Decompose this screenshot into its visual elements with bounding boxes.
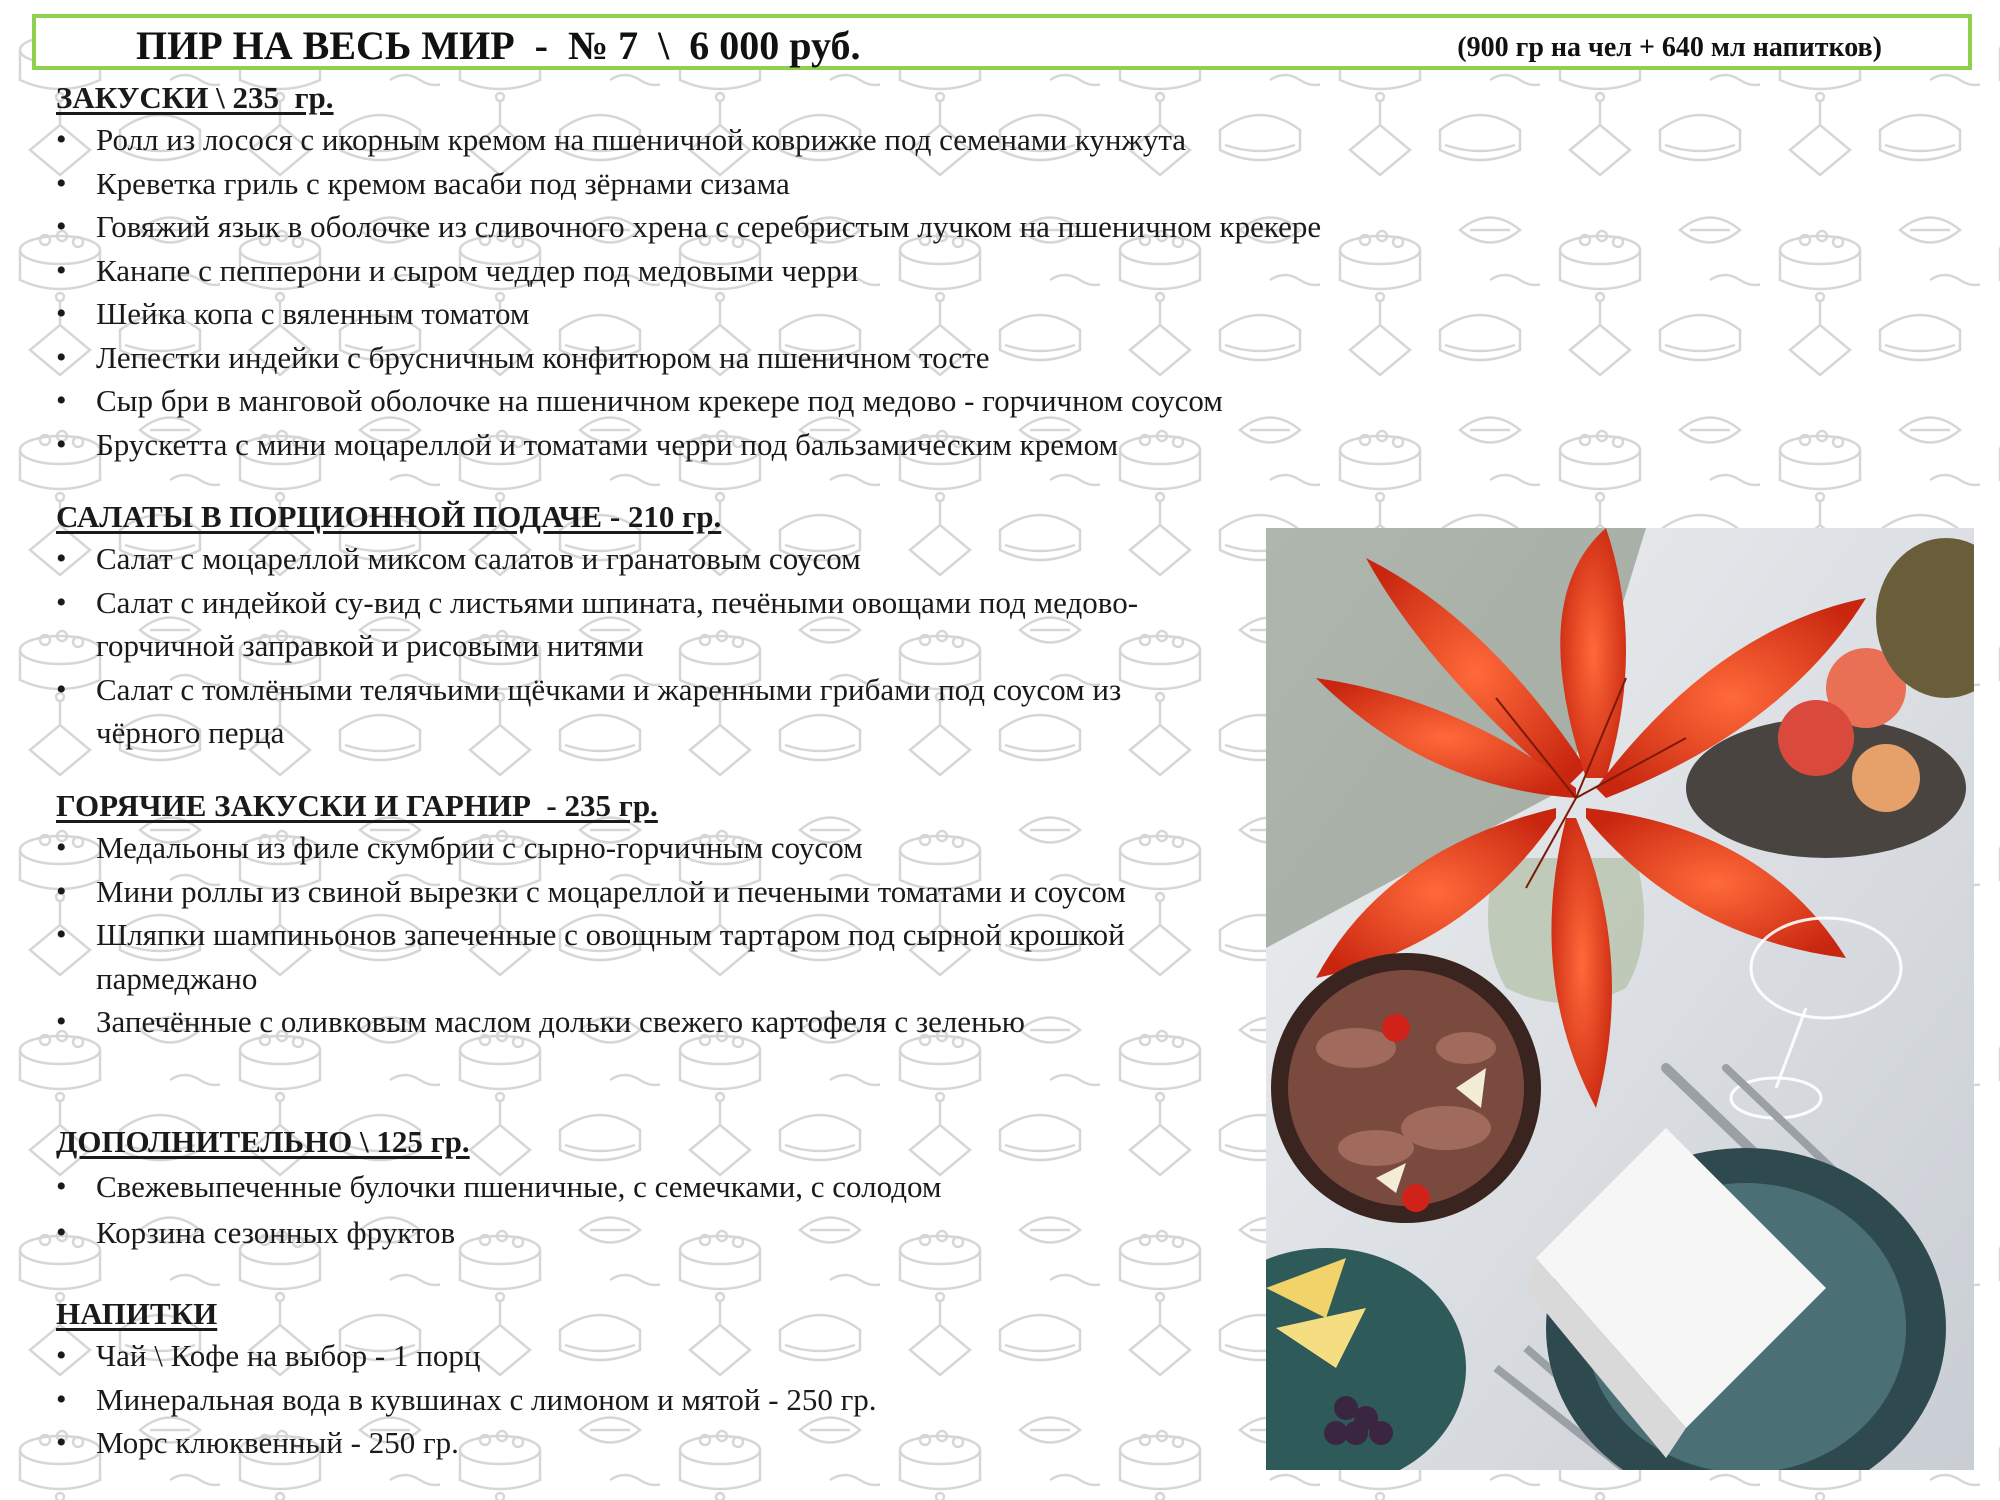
list-item: • Салат с томлёными телячьими щёчками и жаренными грибами под соусом из чёрного перца: [56, 668, 1156, 755]
list-item: • Брускетта с мини моцареллой и томатами черри под бальзамическим кремом: [56, 423, 1616, 467]
list-item: • Креветка гриль с кремом васаби под зёрнами сизама: [56, 162, 1616, 206]
list-item: • Говяжий язык в оболочке из сливочного хрена с серебристым лучком на пшеничном крекере: [56, 205, 1616, 249]
table-setting-illustration: [1266, 528, 1974, 1470]
menu-subtitle: (900 гр на чел + 640 мл напитков): [1457, 32, 1882, 63]
section-title: ЗАКУСКИ \ 235 гр.: [56, 80, 334, 115]
menu-header: [32, 14, 1972, 70]
list-item: • Салат с индейкой су-вид с листьями шпината, печёными овощами под медово-горчичной заправкой и рисовыми нитями: [56, 581, 1156, 668]
list-item: • Свежевыпеченные булочки пшеничные, с семечками, с солодом: [56, 1164, 1206, 1210]
item-list: [56, 1164, 1206, 1256]
section-title: НАПИТКИ: [56, 1296, 218, 1331]
list-item: • Салат с моцареллой миксом салатов и гранатовым соусом: [56, 537, 1156, 581]
section-salads: [56, 497, 1156, 755]
list-item: • Корзина сезонных фруктов: [56, 1210, 1206, 1256]
list-item: • Чай \ Кофе на выбор - 1 порц: [56, 1334, 1206, 1378]
section-appetizers: [56, 78, 1616, 466]
menu-title: ПИР НА ВЕСЬ МИР - № 7 \ 6 000 руб.: [136, 23, 861, 68]
section-drinks: [56, 1294, 1206, 1465]
list-item: • Сыр бри в манговой оболочке на пшеничном крекере под медово - горчичном соусом: [56, 379, 1616, 423]
section-title: САЛАТЫ В ПОРЦИОННОЙ ПОДАЧЕ - 210 гр.: [56, 499, 722, 534]
section-title: ДОПОЛНИТЕЛЬНО \ 125 гр.: [56, 1124, 470, 1159]
list-item: • Лепестки индейки с брусничным конфитюром на пшеничном тосте: [56, 336, 1616, 380]
list-item: • Медальоны из филе скумбрии с сырно-горчичным соусом: [56, 826, 1166, 870]
list-item: • Канапе с пепперони и сыром чеддер под медовыми черри: [56, 249, 1616, 293]
item-list: [56, 1334, 1206, 1465]
list-item: • Запечённые с оливковым маслом дольки свежего картофеля с зеленью: [56, 1000, 1166, 1044]
list-item: • Минеральная вода в кувшинах с лимоном и мятой - 250 гр.: [56, 1378, 1206, 1422]
section-hot-appetizers: [56, 786, 1166, 1044]
list-item: • Ролл из лосося с икорным кремом на пшеничной коврижке под семенами кунжута: [56, 118, 1616, 162]
table-setting-photo: [1266, 528, 1974, 1470]
item-list: [56, 537, 1156, 755]
list-item: • Мини роллы из свиной вырезки с моцареллой и печеными томатами и соусом: [56, 870, 1166, 914]
list-item: • Шейка копа с вяленным томатом: [56, 292, 1616, 336]
section-title: ГОРЯЧИЕ ЗАКУСКИ И ГАРНИР - 235 гр.: [56, 788, 658, 823]
list-item: • Шляпки шампиньонов запеченные с овощным тартаром под сырной крошкой пармеджано: [56, 913, 1166, 1000]
section-additional: [56, 1122, 1206, 1256]
item-list: [56, 826, 1166, 1044]
list-item: • Морс клюквенный - 250 гр.: [56, 1421, 1206, 1465]
item-list: [56, 118, 1616, 466]
